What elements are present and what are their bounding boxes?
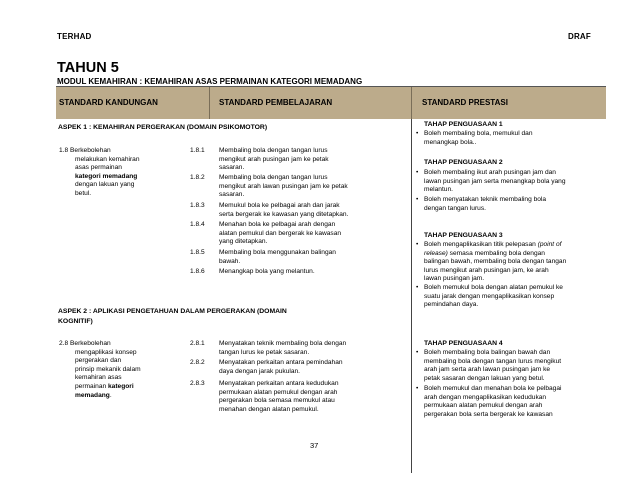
- bullet-icon: •: [416, 196, 419, 203]
- sp-number: 2.8.2: [190, 359, 205, 366]
- page-title: TAHUN 5: [57, 60, 119, 76]
- tahap-3-heading: TAHAP PENGUASAAN 3: [424, 232, 503, 239]
- sk-number: 2.8: [59, 340, 69, 347]
- sp-1-8-6-text: Menangkap bola yang melantun.: [219, 268, 315, 275]
- module-subtitle: MODUL KEMAHIRAN : KEMAHIRAN ASAS PERMAINAN KATEGORI MEMADANG: [57, 77, 363, 86]
- bullet-icon: •: [416, 241, 419, 248]
- sp-2-8-3-text: Menyatakan perkaitan antara kedudukan permukaan alatan pemukul dengan arah pergerakan bola semasa memukul atau menahan dengan alatan pemukul.: [219, 380, 339, 413]
- column-header-standard-kandungan: STANDARD KANDUNGAN: [59, 98, 158, 107]
- sp-1-8-1-text: Membaling bola dengan tangan lurus mengikut arah pusingan jam ke petak sasaran.: [219, 147, 329, 172]
- sk-number: 1.8: [59, 147, 69, 154]
- header-divider: [411, 87, 412, 119]
- sk-2-8-text: Berkebolehan mengaplikasi konsep pergerakan dan prinsip mekanik dalam kemahiran asas permainan kategori memadang.: [70, 340, 141, 399]
- tahap-1-heading: TAHAP PENGUASAAN 1: [424, 121, 503, 128]
- tahap-2-item-1: Boleh membaling ikut arah pusingan jam dan lawan pusingan jam serta menangkap bola yang melantun.: [424, 169, 566, 194]
- bullet-icon: •: [416, 385, 419, 392]
- bullet-icon: •: [416, 349, 419, 356]
- header-divider: [209, 87, 210, 119]
- table-header: [56, 87, 606, 119]
- column-header-standard-pembelajaran: STANDARD PEMBELAJARAN: [219, 98, 333, 107]
- bullet-icon: •: [416, 169, 419, 176]
- tahap-4-item-2: Boleh memukul dan menahan bola ke pelbagai arah dengan mengaplikasikan kedudukan permukaan alatan pemukul dengan arah pergerakan bola serta bergerak ke kawasan: [424, 385, 562, 418]
- tahap-4-heading: TAHAP PENGUASAAN 4: [424, 340, 503, 347]
- sp-1-8-3-text: Memukul bola ke pelbagai arah dan jarak serta bergerak ke kawasan yang ditetapkan.: [219, 202, 349, 218]
- tahap-1-item: Boleh membaling bola, memukul dan menangkap bola..: [424, 130, 533, 146]
- column-divider: [411, 119, 412, 473]
- sk-1-8-text: Berkebolehan melakukan kemahiran asas permainan kategori memadang dengan lakuan yang betul.: [70, 147, 140, 197]
- sp-number: 1.8.2: [190, 174, 205, 181]
- sp-number: 1.8.5: [190, 249, 205, 256]
- bullet-icon: •: [416, 130, 419, 137]
- aspek-1-heading: ASPEK 1 : KEMAHIRAN PERGERAKAN (DOMAIN PSIKOMOTOR): [58, 124, 268, 131]
- sp-number: 1.8.3: [190, 202, 205, 209]
- tahap-3-item-2: Boleh memukul bola dengan alatan pemukul ke suatu jarak dengan mengaplikasikan konsep pemindahan daya.: [424, 284, 563, 309]
- tahap-2-heading: TAHAP PENGUASAAN 2: [424, 159, 503, 166]
- sp-1-8-4-text: Menahan bola ke pelbagai arah dengan alatan pemukul dan bergerak ke kawasan yang ditetapkan.: [219, 221, 342, 246]
- tahap-4-item-1: Boleh membaling bola balingan bawah dan membaling bola dengan tangan lurus mengikut arah jam serta arah lawan pusingan jam ke petak sasaran dengan lakuan yang betul.: [424, 349, 562, 382]
- page-number: 37: [310, 441, 319, 450]
- sp-number: 2.8.1: [190, 340, 205, 347]
- sp-1-8-5-text: Membaling bola menggunakan balingan bawah.: [219, 249, 336, 265]
- aspek-2-heading: ASPEK 2 : APLIKASI PENGETAHUAN DALAM PERGERAKAN (DOMAIN KOGNITIF): [58, 308, 287, 325]
- bullet-icon: •: [416, 284, 419, 291]
- classification-label: TERHAD: [57, 32, 92, 41]
- column-header-standard-prestasi: STANDARD PRESTASI: [422, 98, 508, 107]
- sp-number: 1.8.6: [190, 268, 205, 275]
- sp-number: 1.8.4: [190, 221, 205, 228]
- sp-number: 1.8.1: [190, 147, 205, 154]
- tahap-2-item-2: Boleh menyatakan teknik membaling bola dengan tangan lurus.: [424, 196, 547, 212]
- sp-1-8-2-text: Membaling bola dengan tangan lurus mengikut arah lawan pusingan jam ke petak sasaran.: [219, 174, 348, 199]
- standards-table: [56, 86, 606, 473]
- tahap-3-item-1: Boleh mengaplikasikan titik pelepasan (point of release) semasa membaling bola dengan balingan bawah, membaling bola dengan tangan lurus mengikut arah pusingan jam, ke arah lawan pusingan jam.: [424, 241, 567, 283]
- sp-2-8-1-text: Menyatakan teknik membaling bola dengan tangan lurus ke petak sasaran.: [219, 340, 347, 356]
- sp-number: 2.8.3: [190, 380, 205, 387]
- draft-label: DRAF: [567, 32, 591, 41]
- sp-2-8-2-text: Menyatakan perkaitan antara pemindahan daya dengan jarak pukulan.: [219, 359, 343, 375]
